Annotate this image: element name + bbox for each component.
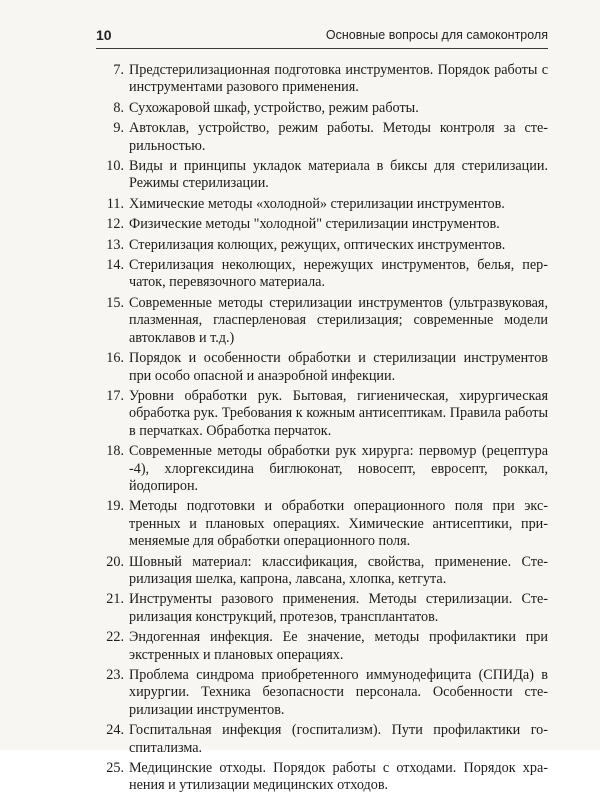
question-text: Методы подготовки и обработки операционного поля при экстренных и плановых операциях. Химические антисептики, применяемые для обработки операционного поля.: [129, 498, 548, 550]
question-text: Современные методы стерилизации инструментов (ультразвуковая, плазменная, гласперленовая стерилизация; современные модели автоклавов и т.д.): [129, 294, 548, 346]
question-number: 12.: [106, 216, 124, 233]
page-header: [96, 24, 548, 49]
question-number: 9.: [113, 120, 124, 137]
question-list: [96, 62, 548, 798]
question-number: 22.: [106, 629, 124, 646]
question-item: [96, 667, 548, 719]
question-number: 13.: [106, 236, 124, 253]
question-text: Госпитальная инфекция (госпитализм). Пути профилактики госпитализма.: [129, 722, 548, 756]
question-text: Химические методы «холодной» стерилизации инструментов.: [129, 195, 505, 212]
question-item: [96, 591, 548, 626]
question-text: Современные методы обработки рук хирурга: первомур (рецептура -4), хлоргексидина биглюконат, новосепт, евросепт, роккал, йодопирон.: [129, 443, 548, 494]
question-text: Инструменты разового применения. Методы стерилизации. Стерилизация конструкций, протезов, трансплантатов.: [129, 591, 548, 625]
question-text: Уровни обработки рук. Бытовая, гигиеническая, хирургическая обработка рук. Требования к кожным антисептикам. Правила работы в перчатках. Обработка перчаток.: [129, 387, 548, 439]
question-number: 16.: [106, 350, 124, 367]
question-text: Физические методы "холодной" стерилизации инструментов.: [129, 216, 500, 233]
question-item: [96, 257, 548, 292]
question-text: Порядок и особенности обработки и стерилизации инструментов при особо опасной и анаэробной инфекции.: [129, 350, 548, 384]
question-text: Виды и принципы укладок материала в биксы для стерилизации. Режимы стерилизации.: [129, 158, 548, 192]
question-item: [96, 196, 548, 213]
question-number: 23.: [106, 667, 124, 683]
question-number: 7.: [113, 62, 124, 78]
question-text: Сухожаровой шкаф, устройство, режим работы.: [129, 99, 419, 116]
question-item: [96, 120, 548, 155]
question-number: 15.: [106, 294, 124, 311]
question-number: 21.: [106, 591, 124, 608]
question-item: [96, 760, 548, 795]
question-text: Эндогенная инфекция. Ее значение, методы профилактики при экстренных и плановых операциях.: [129, 629, 548, 663]
running-head: Основные вопросы для самоконтроля: [325, 28, 548, 42]
question-item: [96, 216, 548, 233]
page-number: 10: [96, 27, 112, 43]
question-number: 10.: [106, 158, 124, 175]
question-item: [96, 350, 548, 385]
question-number: 20.: [106, 553, 124, 570]
question-number: 19.: [106, 498, 124, 515]
question-item: [96, 158, 548, 193]
question-number: 8.: [113, 99, 124, 116]
question-item: [96, 388, 548, 440]
question-item: [96, 498, 548, 550]
question-item: [96, 100, 548, 117]
question-text: Проблема синдрома приобретенного иммунодефицита (СПИДа) в хирургии. Техника безопасности персонала. Особенности стерилизации инструментов.: [129, 667, 548, 718]
question-item: [96, 443, 548, 495]
question-number: 14.: [106, 257, 124, 274]
question-text: Стерилизация колющих, режущих, оптических инструментов.: [129, 236, 506, 253]
question-number: 25.: [106, 760, 124, 777]
question-number: 24.: [106, 722, 124, 739]
question-item: [96, 295, 548, 347]
question-item: [96, 237, 548, 254]
question-item: [96, 722, 548, 757]
question-item: [96, 62, 548, 97]
question-item: [96, 554, 548, 589]
question-text: Шовный материал: классификация, свойства, применение. Стерилизация шелка, капрона, лавсана, хлопка, кетгута.: [129, 553, 548, 587]
question-text: Медицинские отходы. Порядок работы с отходами. Порядок хранения и утилизации медицинских отходов.: [129, 760, 548, 794]
question-text: Стерилизация неколющих, нережущих инструментов, белья, перчаток, перевязочного материала.: [129, 257, 548, 291]
question-item: [96, 629, 548, 664]
question-text: Предстерилизационная подготовка инструментов. Порядок работы с инструментами разового применения.: [129, 62, 548, 96]
question-text: Автоклав, устройство, режим работы. Методы контроля за стерильностью.: [129, 120, 548, 154]
question-number: 18.: [106, 443, 124, 460]
question-number: 11.: [106, 195, 124, 212]
question-number: 17.: [106, 387, 124, 404]
